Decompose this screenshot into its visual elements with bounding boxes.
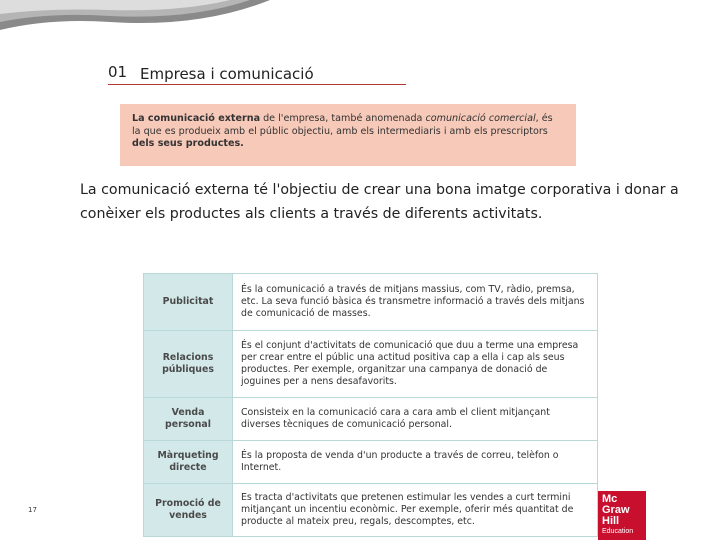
- intro-text: a través de diferents activitats.: [315, 206, 543, 222]
- activity-description: És la comunicació a través de mitjans massius, com TV, ràdio, premsa, etc. La seva funció bàsica és transmetre informació a través dels mitjans de comunicació de masses.: [233, 274, 598, 331]
- publisher-logo: [598, 491, 646, 540]
- activity-term: Venda personal: [144, 398, 233, 441]
- table-row: [144, 484, 598, 537]
- definition-emphasis: dels seus productes.: [132, 138, 244, 149]
- intro-text: La comunicació externa té l'objectiu de: [80, 182, 364, 198]
- table-row: [144, 398, 598, 441]
- definition-alias: comunicació comercial: [425, 113, 536, 124]
- section-heading: [108, 62, 406, 85]
- table-row: [144, 331, 598, 398]
- activity-description: Es tracta d'activitats que pretenen estimular les vendes a curt termini mitjançant un incentiu econòmic. Per exemple, oferir més quantitat de producte al mateix preu, regals, descomptes, etc.: [233, 484, 598, 537]
- logo-text: Education: [602, 528, 634, 535]
- intro-highlight: crear una bona imatge corporativa: [363, 182, 612, 198]
- logo-text: Hill: [602, 515, 620, 527]
- activity-term: Màrqueting directe: [144, 441, 233, 484]
- section-title: Empresa i comunicació: [140, 65, 314, 83]
- activity-description: Consisteix en la comunicació cara a cara amb el client mitjançant diverses tècniques de comunicació personal.: [233, 398, 598, 441]
- table-row: [144, 441, 598, 484]
- intro-paragraph: [80, 178, 680, 226]
- definition-box: [120, 104, 576, 166]
- section-number: 01: [108, 63, 128, 81]
- logo-text: Mc: [602, 493, 618, 505]
- activity-description: És la proposta de venda d'un producte a través de correu, telèfon o Internet.: [233, 441, 598, 484]
- logo-text: Graw: [602, 504, 630, 516]
- activity-description: És el conjunt d'activitats de comunicació que duu a terme una empresa per crear entre el públic una actitud positiva cap a ella i cap als seus productes. Per exemple, organitzar una campanya de donació de joguines per a nens desafavorits.: [233, 331, 598, 398]
- activity-term: Publicitat: [144, 274, 233, 331]
- activity-term: Promoció de vendes: [144, 484, 233, 537]
- intro-text: i: [611, 182, 625, 198]
- activities-table: [143, 273, 598, 537]
- definition-term: La comunicació externa: [132, 113, 261, 124]
- decorative-wave-graphic: [0, 0, 270, 30]
- table-row: [144, 274, 598, 331]
- intro-highlight: donar a conèixer els productes als clients: [80, 182, 679, 222]
- definition-text: de l'empresa, també anomenada: [260, 113, 426, 124]
- page-number: 17: [28, 506, 37, 514]
- activity-term: Relacions públiques: [144, 331, 233, 398]
- definition-text: , és la que es produeix amb el públic objectiu, amb els intermediaris i amb els prescriptors: [132, 113, 553, 137]
